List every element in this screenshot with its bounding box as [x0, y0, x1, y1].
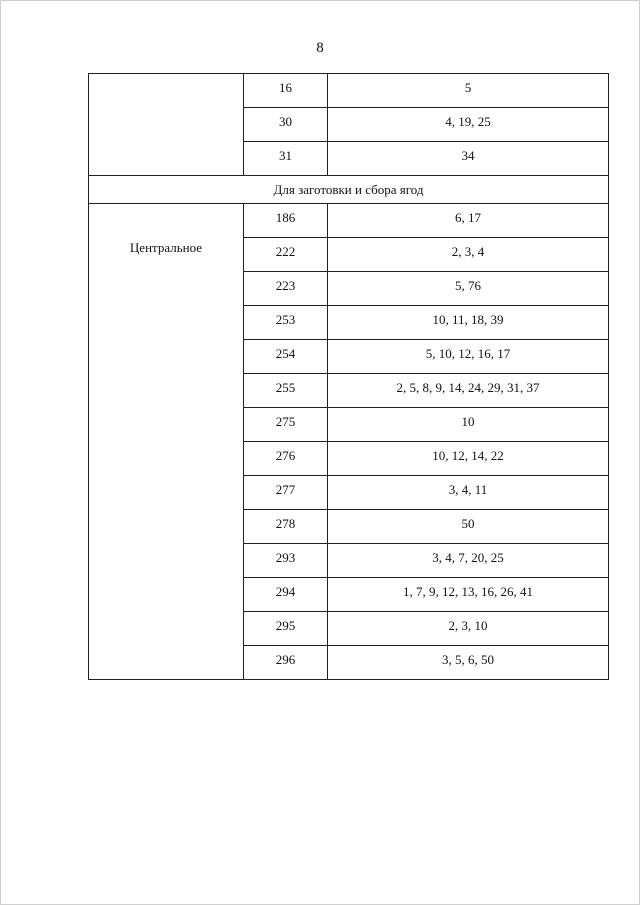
- quarter-cell: 296: [244, 646, 328, 680]
- quarter-cell: 186: [244, 204, 328, 238]
- plots-cell: 2, 3, 4: [328, 238, 609, 272]
- plots-cell: 4, 19, 25: [328, 108, 609, 142]
- table-row: [89, 74, 609, 108]
- section-header: Для заготовки и сбора ягод: [89, 176, 609, 204]
- plots-cell: 6, 17: [328, 204, 609, 238]
- plots-cell: 2, 5, 8, 9, 14, 24, 29, 31, 37: [328, 374, 609, 408]
- plots-cell: 3, 5, 6, 50: [328, 646, 609, 680]
- quarter-cell: 275: [244, 408, 328, 442]
- plots-cell: 10: [328, 408, 609, 442]
- region-cell-empty: [89, 74, 244, 176]
- plots-cell: 2, 3, 10: [328, 612, 609, 646]
- quarter-cell: 254: [244, 340, 328, 374]
- plots-cell: 1, 7, 9, 12, 13, 16, 26, 41: [328, 578, 609, 612]
- plots-cell: 3, 4, 7, 20, 25: [328, 544, 609, 578]
- plots-cell: 50: [328, 510, 609, 544]
- quarter-cell: 31: [244, 142, 328, 176]
- region-name-cell: Центральное: [89, 204, 244, 680]
- quarter-cell: 293: [244, 544, 328, 578]
- plots-cell: 10, 12, 14, 22: [328, 442, 609, 476]
- quarter-cell: 223: [244, 272, 328, 306]
- plots-cell: 10, 11, 18, 39: [328, 306, 609, 340]
- plots-cell: 5, 10, 12, 16, 17: [328, 340, 609, 374]
- plots-cell: 5, 76: [328, 272, 609, 306]
- data-table: [88, 73, 609, 680]
- plots-cell: 34: [328, 142, 609, 176]
- quarter-cell: 16: [244, 74, 328, 108]
- quarter-cell: 276: [244, 442, 328, 476]
- quarter-cell: 294: [244, 578, 328, 612]
- section-header-row: [89, 176, 609, 204]
- quarter-cell: 253: [244, 306, 328, 340]
- page-number: 8: [316, 40, 324, 56]
- plots-cell: 5: [328, 74, 609, 108]
- quarter-cell: 222: [244, 238, 328, 272]
- quarter-cell: 278: [244, 510, 328, 544]
- plots-cell: 3, 4, 11: [328, 476, 609, 510]
- quarter-cell: 277: [244, 476, 328, 510]
- quarter-cell: 255: [244, 374, 328, 408]
- table-row: [89, 204, 609, 238]
- quarter-cell: 30: [244, 108, 328, 142]
- quarter-cell: 295: [244, 612, 328, 646]
